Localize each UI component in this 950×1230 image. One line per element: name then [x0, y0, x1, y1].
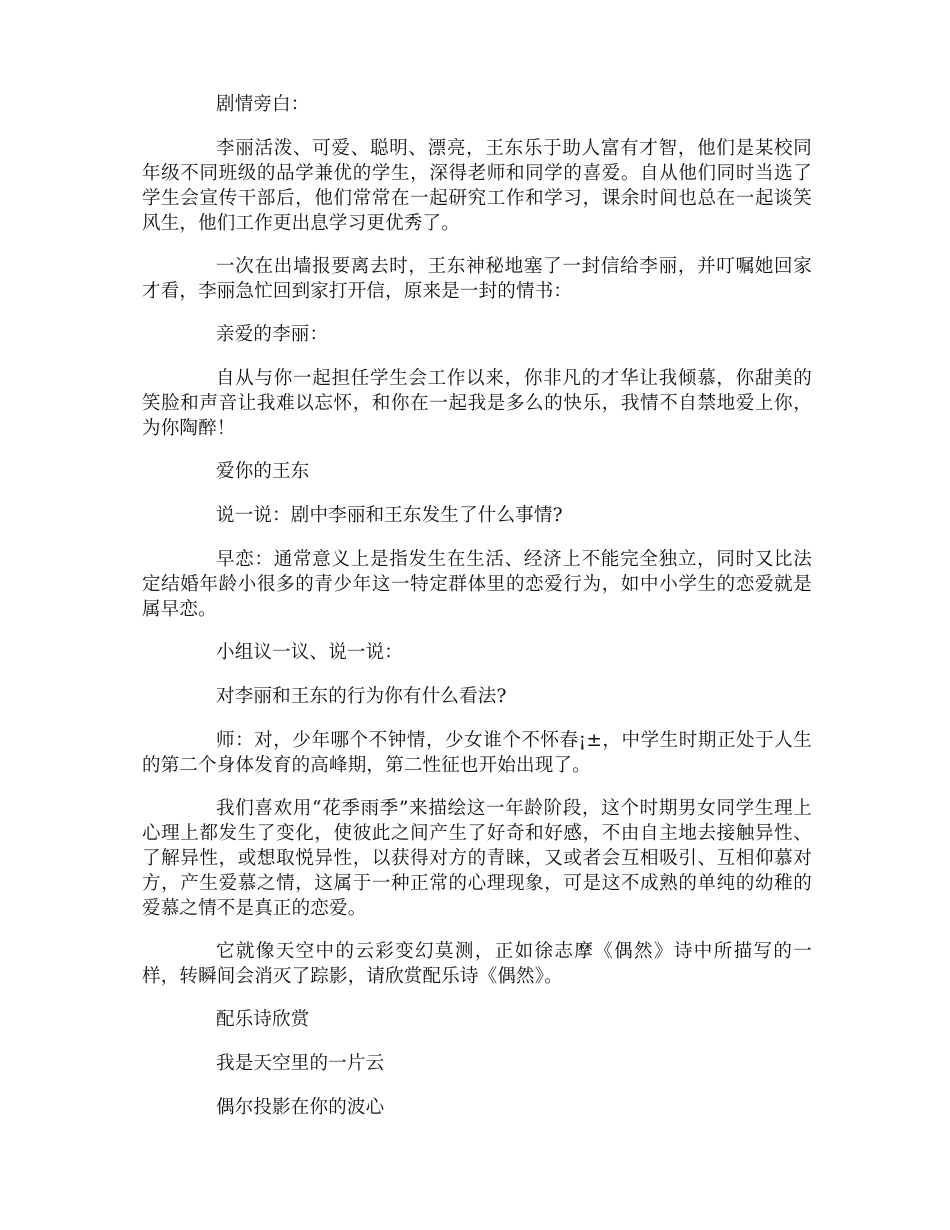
- narration-heading: 剧情旁白：: [216, 94, 310, 115]
- definition-early-love: 早恋：通常意义上是指发生在生活、经济上不能完全独立，同时又比法定结婚年龄小很多的青少年这一特定群体里的恋爱行为，如中小学生的恋爱就是属早恋。: [142, 549, 812, 620]
- poem-line-1: 我是天空里的一片云: [216, 1053, 385, 1074]
- letter-salutation: 亲爱的李丽：: [216, 324, 329, 345]
- paragraph-flower-season: 我们喜欢用“花季雨季”来描绘这一年龄阶段，这个时期男女同学生理上心理上都发生了变化，使彼此之间产生了好奇和好感，不由自主地去接触异性、了解异性，或想取悦异性，以获得对方的青睐，又或者会互相吸引、互相仰慕对方，产生爱慕之情，这属于一种正常的心理现象，可是这不成熟的单纯的幼稚的爱慕之情不是真正的恋爱。: [142, 798, 812, 919]
- discussion-question-1: 说一说：剧中李丽和王东发生了什么事情?: [216, 505, 563, 526]
- poem-heading: 配乐诗欣赏: [216, 1009, 310, 1030]
- document-body: [142, 92, 812, 1139]
- poem-line-2: 偶尔投影在你的波心: [216, 1097, 385, 1118]
- discussion-question-2: 对李丽和王东的行为你有什么看法?: [216, 686, 507, 707]
- letter-signature: 爱你的王东: [216, 461, 310, 482]
- letter-body: 自从与你一起担任学生会工作以来，你非凡的才华让我倾慕，你甜美的笑脸和声音让我难以忘怀，和你在一起我是多么的快乐，我情不自禁地爱上你，为你陶醉！: [142, 368, 812, 439]
- paragraph-story-intro: 李丽活泼、可爱、聪明、漂亮，王东乐于助人富有才智，他们是某校同年级不同班级的品学兼优的学生，深得老师和同学的喜爱。自从他们同时当选了学生会宣传干部后，他们常常在一起研究工作和学习，课余时间也总在一起谈笑风生，他们工作更出息学习更优秀了。: [142, 138, 812, 234]
- paragraph-letter-event: 一次在出墙报要离去时，王东神秘地塞了一封信给李丽，并叮嘱她回家才看，李丽急忙回到家打开信，原来是一封的情书：: [142, 256, 812, 302]
- paragraph-clouds: 它就像天空中的云彩变幻莫测，正如徐志摩《偶然》诗中所描写的一样，转瞬间会消灭了踪影，请欣赏配乐诗《偶然》。: [142, 941, 812, 987]
- teacher-remark: 师：对，少年哪个不钟情，少女谁个不怀春¡±，中学生时期正处于人生的第二个身体发育的高峰期，第二性征也开始出现了。: [142, 730, 812, 776]
- group-discussion-heading: 小组议一议、说一说：: [216, 642, 404, 663]
